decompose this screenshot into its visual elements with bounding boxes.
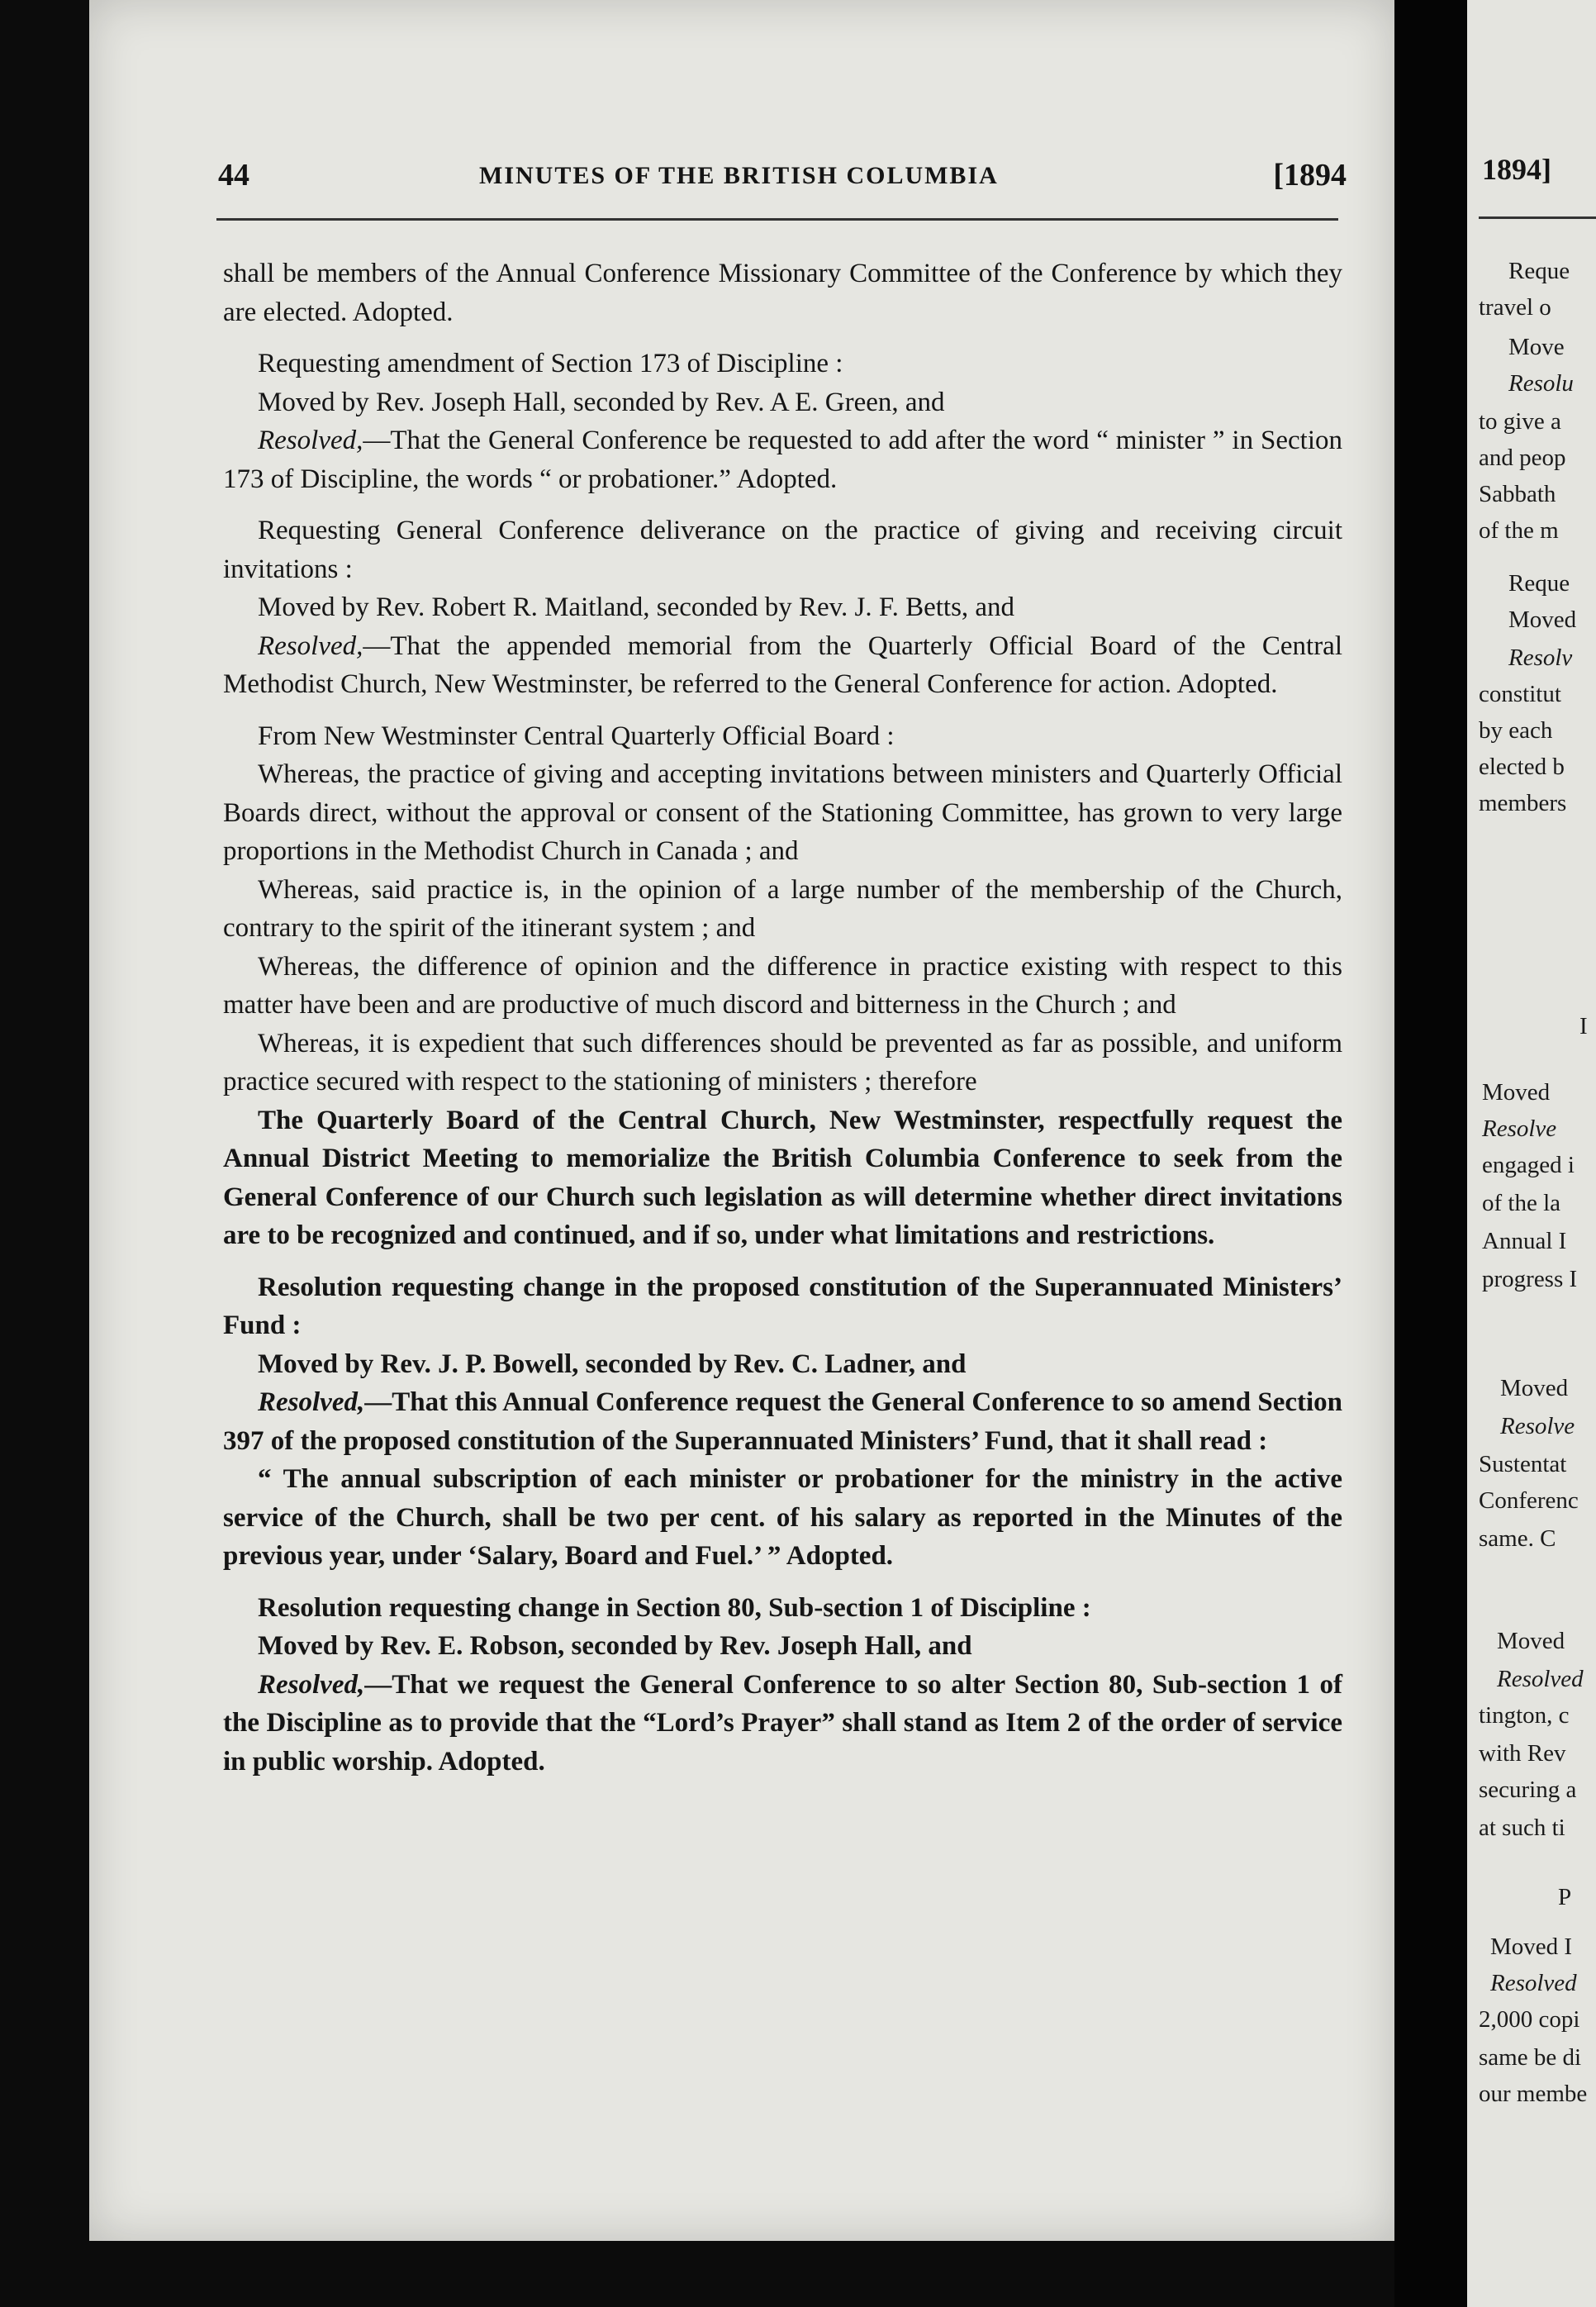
right-page-text-fragment: Reque: [1508, 570, 1570, 597]
header-rule: [216, 218, 1338, 221]
paragraph: shall be members of the Annual Conference Missionary Committee of the Conference by which they are elected. Adopted.: [223, 259, 1342, 327]
running-year: [1894: [1273, 158, 1347, 193]
resolved-label: Resolved,: [258, 426, 363, 455]
right-page-text-fragment: tington, c: [1479, 1702, 1570, 1729]
right-page-text-fragment: Moved: [1500, 1375, 1569, 1401]
paragraph: Moved by Rev. E. Robson, seconded by Rev. Joseph Hall, and: [258, 1631, 972, 1661]
right-page-text-fragment: Resolved: [1490, 1970, 1577, 1996]
right-page-text-fragment: by each: [1479, 717, 1553, 744]
paragraph: Requesting General Conference deliverance on the practice of giving and receiving circuit invitations :: [223, 516, 1342, 584]
right-page-text-fragment: members: [1479, 790, 1567, 816]
right-page-text-fragment: Conferenc: [1479, 1487, 1579, 1514]
resolution-paragraph: [223, 421, 1342, 498]
resolution-text: —That this Annual Conference request the General Conference to so amend Section 397 of the proposed constitution of the Superannuated Ministers’ Fund, that it shall read :: [223, 1387, 1342, 1456]
right-page-text-fragment: same be di: [1479, 2044, 1582, 2071]
right-page-text-fragment: travel o: [1479, 294, 1551, 321]
right-page-text-fragment: Resolv: [1508, 645, 1573, 671]
quoted-paragraph: “ The annual subscription of each minister or probationer for the ministry in the active service of the Church, shall be two per cent. of his salary as reported in the Minutes of the previous year, under ‘Salary, Board and Fuel.’ ” Adopted.: [223, 1464, 1342, 1571]
right-page-text-fragment: elected b: [1479, 754, 1565, 780]
resolved-label: Resolved,: [258, 1669, 365, 1700]
right-page-year: 1894]: [1482, 153, 1551, 186]
paragraph: Resolution requesting change in the proposed constitution of the Superannuated Ministers’ Fund :: [223, 1272, 1342, 1340]
right-page-text-fragment: securing a: [1479, 1777, 1577, 1803]
paragraph: Whereas, it is expedient that such differences should be prevented as far as possible, and uniform practice secured with respect to the stationing of ministers ; therefore: [223, 1028, 1342, 1096]
right-page-text-fragment: Moved: [1482, 1079, 1551, 1106]
right-page-text-fragment: of the la: [1482, 1190, 1561, 1216]
right-page-text-fragment: with Rev: [1479, 1740, 1566, 1767]
right-page: [1467, 0, 1596, 2307]
paragraph: Whereas, the practice of giving and accepting invitations between ministers and Quarterly Official Boards direct, without the approval or consent of the Stationing Committee, has grown to very large proportions in the Methodist Church in Canada ; and: [223, 759, 1342, 866]
right-page-text-fragment: Moved: [1497, 1628, 1565, 1654]
right-page-text-fragment: Sustentat: [1479, 1451, 1567, 1477]
right-page-text-fragment: of the m: [1479, 517, 1559, 544]
running-title: MINUTES OF THE BRITISH COLUMBIA: [479, 162, 999, 189]
resolution-paragraph: [223, 1666, 1342, 1781]
right-page-text-fragment: 2,000 copi: [1479, 2006, 1580, 2033]
right-page-text-fragment: same. C: [1479, 1525, 1556, 1552]
paragraph: Whereas, the difference of opinion and the difference in practice existing with respect to this matter have been and are productive of much discord and bitterness in the Church ; and: [223, 951, 1342, 1020]
resolved-label: Resolved,: [258, 630, 363, 661]
paragraph: Moved by Rev. Joseph Hall, seconded by Rev. A E. Green, and: [258, 387, 945, 417]
right-page-text-fragment: constitut: [1479, 681, 1561, 707]
right-page-text-fragment: our membe: [1479, 2081, 1588, 2107]
page-body: [223, 254, 1342, 1781]
scan-border: [0, 2241, 1394, 2307]
page-number: 44: [218, 158, 249, 193]
book-gutter: [1394, 0, 1467, 2307]
right-page-text-fragment: Moved I: [1490, 1934, 1573, 1960]
resolved-label: Resolved,: [258, 1387, 365, 1417]
paragraph: Moved by Rev. Robert R. Maitland, seconded by Rev. J. F. Betts, and: [258, 592, 1015, 622]
right-page-text-fragment: Resolved: [1497, 1666, 1584, 1692]
paragraph: Requesting amendment of Section 173 of Discipline :: [258, 349, 843, 378]
right-page-text-fragment: Resolu: [1508, 370, 1574, 397]
right-page-text-fragment: engaged i: [1482, 1152, 1575, 1178]
resolution-paragraph: [223, 1383, 1342, 1460]
right-page-text-fragment: Moved: [1508, 606, 1577, 633]
paragraph: Whereas, said practice is, in the opinion of a large number of the membership of the Church, contrary to the spirit of the itinerant system ; and: [223, 874, 1342, 943]
right-page-text-fragment: at such ti: [1479, 1815, 1565, 1841]
right-page-text-fragment: Move: [1508, 334, 1565, 360]
right-page-text-fragment: Sabbath: [1479, 481, 1556, 507]
resolution-paragraph: [223, 627, 1342, 704]
right-page-text-fragment: P: [1558, 1884, 1572, 1910]
resolution-text: —That we request the General Conference to so alter Section 80, Sub-section 1 of the Discipline as to provide that the “Lord’s Prayer” shall stand as Item 2 of the order of service in public worship. Adopted.: [223, 1669, 1342, 1777]
paragraph: From New Westminster Central Quarterly Official Board :: [258, 721, 895, 751]
running-head: [207, 157, 1347, 207]
paragraph: Moved by Rev. J. P. Bowell, seconded by Rev. C. Ladner, and: [258, 1349, 967, 1379]
right-page-text-fragment: to give a: [1479, 408, 1561, 435]
right-page-text-fragment: Annual I: [1482, 1228, 1567, 1254]
right-page-text-fragment: and peop: [1479, 445, 1566, 471]
resolution-text: —That the appended memorial from the Quarterly Official Board of the Central Methodist Church, New Westminster, be referred to the General Conference for action. Adopted.: [223, 630, 1342, 699]
paragraph: Resolution requesting change in Section 80, Sub-section 1 of Discipline :: [258, 1592, 1091, 1623]
right-page-text-fragment: Reque: [1508, 258, 1570, 284]
header-rule: [1479, 216, 1596, 219]
right-page-text-fragment: progress I: [1482, 1266, 1578, 1292]
resolution-text: —That the General Conference be requested to add after the word “ minister ” in Section 173 of Discipline, the words “ or probationer.” Adopted.: [223, 426, 1342, 494]
right-page-text-fragment: Resolve: [1500, 1413, 1575, 1439]
memorial-paragraph: The Quarterly Board of the Central Church, New Westminster, respectfully request the Annual District Meeting to memorialize the British Columbia Conference to seek from the General Conference of our Church such legislation as will determine whether direct invitations are to be recognized and continued, and if so, under what limitations and restrictions.: [223, 1105, 1342, 1250]
right-page-text-fragment: I: [1579, 1013, 1588, 1039]
right-page-text-fragment: Resolve: [1482, 1115, 1557, 1142]
